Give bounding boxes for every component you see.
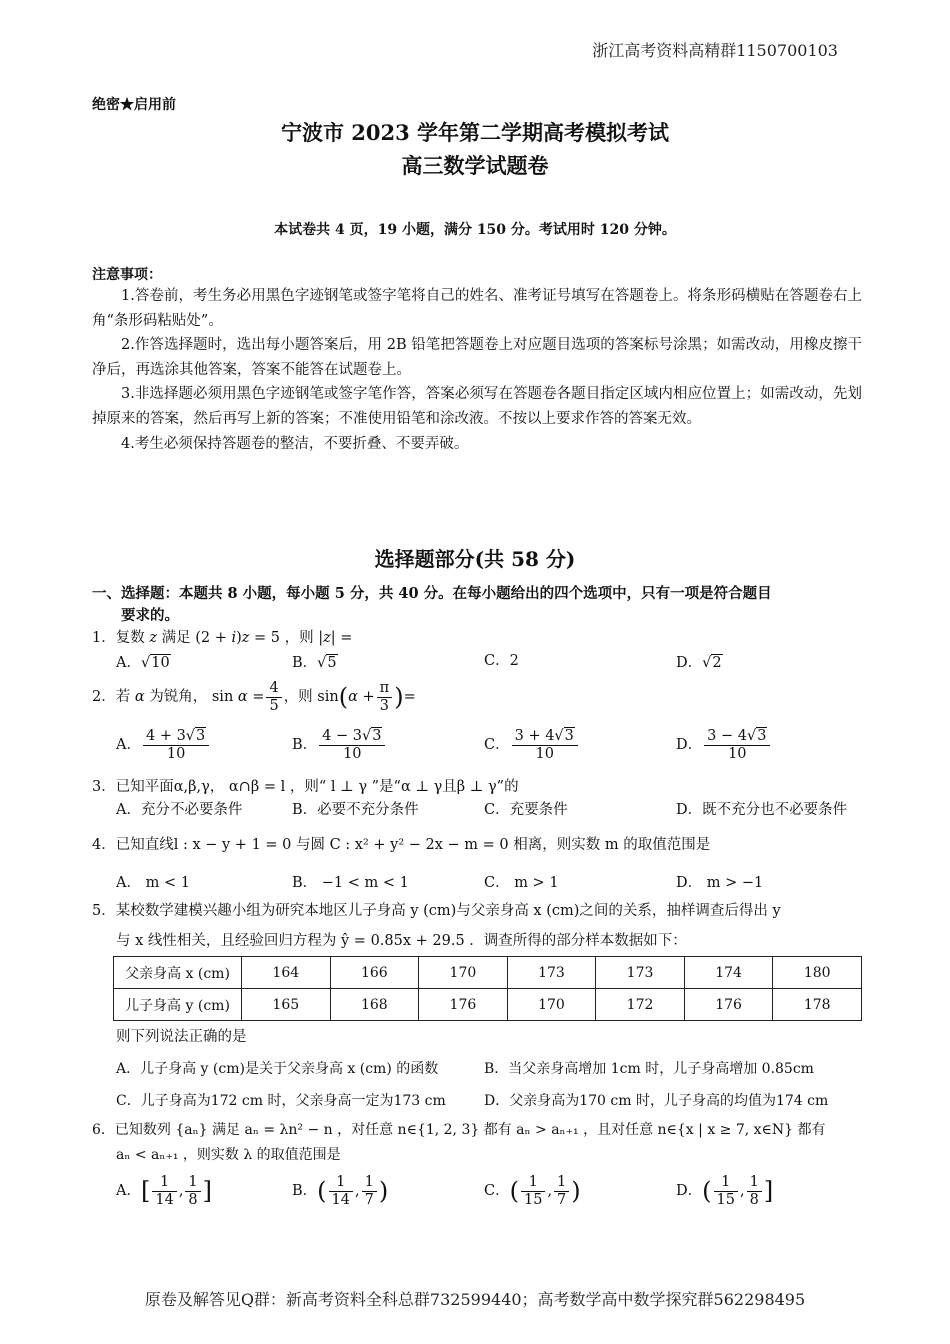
table-row [114,957,862,989]
question-1-option-d: D．√2 [676,655,722,671]
title-line1: 宁波市 2023 学年第二学期高考模拟考试 [280,120,670,145]
notes-heading: 注意事项： [92,267,162,283]
question-6-option-d: D．( $\frac{1}{15}$ , $\frac{1}{8}$ ] [676,1174,774,1208]
table-cell: 164 [242,957,331,989]
table-cell: 170 [507,989,596,1021]
note-item: 4.考生必须保持答题卷的整洁，不要折叠、不要弄破。 [121,435,469,452]
part1-line1: 一、选择题：本题共 8 小题，每小题 5 分，共 40 分。在每小题给出的四个选项中，只有一项是符合题目 [92,585,772,602]
question-4-option-b: B． −1 < m < 1 [292,875,409,891]
question-3-option-b: B．必要不充分条件 [292,802,419,818]
title-line2: 高三数学试题卷 [401,153,549,178]
question-2-stem: 2．若 α 为锐角， sin α = $\frac{4}{5}$ ，则 sin(α + $\frac{\pi}{3}$ )= [92,680,416,714]
section-title: 选择题部分(共 58 分) [374,547,576,571]
part1-instructions [92,583,862,627]
question-6-option-a: A．[ $\frac{1}{14}$ , $\frac{1}{8}$ ] [116,1174,213,1208]
question-5-line1: 5．某校数学建模兴趣小组为研究本地区儿子身高 y (cm)与父亲身高 x (cm)之间的关系，抽样调查后得出 y [92,903,781,919]
footer-note: 原卷及解答见Q群：新高考资料全科总群732599440；高考数学高中数学探究群562298495 [144,1290,806,1309]
question-2-option-a: A． $\frac{4 + 3√3}{10}$ [116,728,211,762]
part1-line2: 要求的。 [121,607,179,624]
question-2-option-b: B． $\frac{4 - 3√3}{10}$ [292,728,387,762]
notes-list [92,284,862,456]
question-2-option-c: C． $\frac{3 + 4√3}{10}$ [484,728,580,762]
table-row [114,989,862,1021]
question-1-option-a: A．√10 [116,655,170,671]
question-5-option-b: B．当父亲身高增加 1cm 时，儿子身高增加 0.85cm [484,1061,814,1077]
secret-label: 绝密★启用前 [92,97,176,113]
sample-data-table [113,956,862,1021]
question-1-option-c: C．2 [484,653,519,669]
question-4-option-d: D． m > −1 [676,875,764,891]
question-4-option-c: C． m > 1 [484,875,559,891]
table-cell: 173 [596,957,685,989]
question-5-option-a: A．儿子身高 y (cm)是关于父亲身高 x (cm) 的函数 [116,1061,439,1077]
question-3-option-a: A．充分不必要条件 [116,802,243,818]
header-note: 浙江高考资料高精群1150700103 [592,41,838,60]
table-cell: 174 [684,957,773,989]
question-3-stem: 3．已知平面α,β,γ， α∩β = l ，则“ l ⊥ γ ”是“α ⊥ γ且β ⊥ γ”的 [92,779,519,795]
note-item: 2.作答选择题时，选出每小题答案后，用 2B 铅笔把答题卷上对应题目选项的答案标号涂黑；如需改动，用橡皮擦干净后，再选涂其他答案，答案不能答在试题卷上。 [92,337,862,378]
question-5-option-c: C．儿子身高为172 cm 时，父亲身高一定为173 cm [116,1093,446,1109]
question-5-option-d: D．父亲身高为170 cm 时，儿子身高的均值为174 cm [484,1093,829,1109]
note-item: 1.答卷前，考生务必用黑色字迹钢笔或签字笔将自己的姓名、准考证号填写在答题卷上。将条形码横贴在答题卷右上角“条形码粘贴处”。 [92,288,862,329]
table-cell: 166 [330,957,419,989]
table-cell: 176 [419,989,508,1021]
table-cell: 176 [684,989,773,1021]
question-1-option-b: B．√5 [292,655,337,671]
table-cell: 172 [596,989,685,1021]
question-6-option-b: B．( $\frac{1}{14}$ , $\frac{1}{7}$ ) [292,1174,389,1208]
table-cell: 173 [507,957,596,989]
question-4-stem: 4．已知直线l : x − y + 1 = 0 与圆 C : x² + y² − 2x − m = 0 相离，则实数 m 的取值范围是 [92,837,711,853]
question-6-option-c: C．( $\frac{1}{15}$ , $\frac{1}{7}$ ) [484,1174,581,1208]
question-6-line2: aₙ < aₙ₊₁ ，则实数 λ 的取值范围是 [116,1147,341,1163]
table-cell: 168 [330,989,419,1021]
exam-info: 本试卷共 4 页，19 小题，满分 150 分。考试用时 120 分钟。 [274,222,676,238]
table-cell: 170 [419,957,508,989]
table-cell: 165 [242,989,331,1021]
question-1-stem: 1．复数 z 满足 (2 + i)z = 5 ，则 |z| = [92,630,353,646]
question-2-option-d: D． $\frac{3 - 4√3}{10}$ [676,728,772,762]
row-header: 父亲身高 x (cm) [114,957,242,989]
table-cell: 180 [773,957,862,989]
question-3-option-d: D．既不充分也不必要条件 [676,802,848,818]
question-4-option-a: A． m < 1 [116,875,190,891]
note-item: 3.非选择题必须用黑色字迹钢笔或签字笔作答，答案必须写在答题卷各题目指定区域内相应位置上；如需改动，先划掉原来的答案，然后再写上新的答案；不准使用铅笔和涂改液。不按以上要求作答的答案无效。 [92,386,862,427]
question-5-line2: 与 x 线性相关，且经验回归方程为 ŷ = 0.85x + 29.5 ．调查所得的部分样本数据如下： [116,933,687,949]
row-header: 儿子身高 y (cm) [114,989,242,1021]
question-5-prompt: 则下列说法正确的是 [116,1029,247,1045]
question-3-option-c: C．充要条件 [484,802,568,818]
table-cell: 178 [773,989,862,1021]
question-6-line1: 6．已知数列 {aₙ} 满足 aₙ = λn² − n ，对任意 n∈{1, 2, 3} 都有 aₙ > aₙ₊₁ ，且对任意 n∈{x | x ≥ 7, x∈N} 都有 [92,1122,826,1138]
